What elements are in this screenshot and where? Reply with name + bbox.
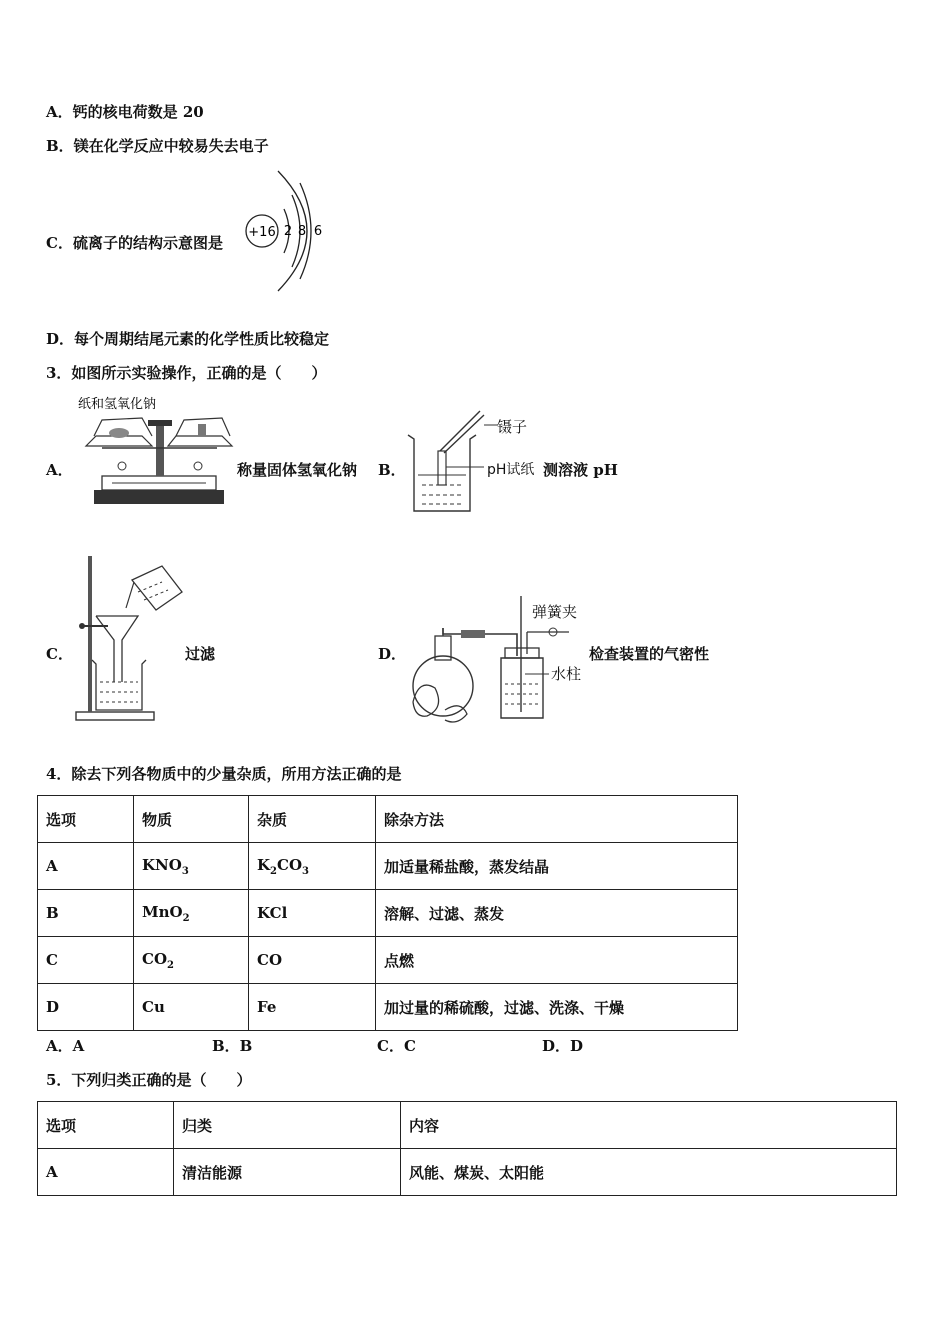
table-cell: 点燃 — [376, 937, 738, 984]
formula-co2: CO — [142, 949, 168, 968]
table-cell: 清洁能源 — [174, 1149, 401, 1196]
table-cell: B — [38, 890, 134, 937]
shell-1-electrons: 2 — [283, 224, 293, 239]
header-cell: 杂质 — [249, 796, 376, 843]
sulfur-ion-structure-diagram — [240, 165, 335, 295]
option-3c-caption: 过滤 — [185, 645, 216, 663]
table-cell: $KNO_3$ — [134, 843, 249, 890]
option-3c-label: C． — [46, 645, 73, 663]
tweezers-label: 镊子 — [497, 418, 528, 436]
option-2d: D．每个周期结尾元素的化学性质比较稳定 — [46, 330, 330, 348]
water-column-label: 水柱 — [551, 665, 582, 683]
answer-choice-d: D．D — [542, 1037, 584, 1055]
question-3-stem: 3．如图所示实验操作，正确的是（ ） — [46, 364, 327, 382]
table-cell: MnO$_2$ — [134, 890, 249, 937]
table-cell: Fe — [249, 984, 376, 1031]
ph-paper-label: pH试纸 — [487, 462, 535, 478]
option-3d-caption: 检查装置的气密性 — [589, 645, 710, 663]
table-cell: D — [38, 984, 134, 1031]
table-row — [38, 843, 738, 890]
table-cell: A — [38, 843, 134, 890]
option-3a-caption: 称量固体氢氧化钠 — [237, 461, 358, 479]
question-5-stem: 5．下列归类正确的是（ ） — [46, 1071, 252, 1089]
table-cell: $CO_2$ — [134, 937, 249, 984]
option-2a: A．钙的核电荷数是 20 — [46, 103, 204, 121]
balance-figure — [72, 390, 237, 515]
table-cell: 加适量稀盐酸，蒸发结晶 — [376, 843, 738, 890]
option-3b-caption: 测溶液 pH — [543, 461, 618, 479]
table-cell: C — [38, 937, 134, 984]
table-cell: 风能、煤炭、太阳能 — [401, 1149, 897, 1196]
shell-2-electrons: 8 — [297, 224, 307, 239]
table-row — [38, 984, 738, 1031]
answer-choice-a: A．A — [46, 1037, 85, 1055]
table-row — [38, 937, 738, 984]
formula-k2co3: K — [257, 855, 271, 874]
table-cell: 溶解、过滤、蒸发 — [376, 890, 738, 937]
table-cell: CO — [249, 937, 376, 984]
option-2c: C．硫离子的结构示意图是 — [46, 234, 223, 252]
table-cell: $K_2CO_3$ — [249, 843, 376, 890]
balance-label-text: 纸和氢氧化钠 — [78, 397, 157, 412]
option-2b: B．镁在化学反应中较易失去电子 — [46, 137, 269, 155]
table-cell: KCl — [249, 890, 376, 937]
table-cell: A — [38, 1149, 174, 1196]
question-5-table — [37, 1101, 897, 1196]
table-header-row — [38, 1102, 897, 1149]
option-3b-label: B． — [378, 461, 406, 479]
formula-kno3: KNO — [142, 855, 182, 874]
formula-mno2: MnO — [142, 902, 183, 921]
header-cell: 选项 — [38, 1102, 174, 1149]
spring-clip-label: 弹簧夹 — [532, 603, 578, 621]
header-cell: 除杂方法 — [376, 796, 738, 843]
table-row — [38, 890, 738, 937]
filtration-figure — [72, 552, 192, 724]
question-4-table — [37, 795, 738, 1031]
option-3d-label: D． — [378, 645, 407, 663]
answer-choice-b: B．B — [212, 1037, 253, 1055]
table-header-row — [38, 796, 738, 843]
header-cell: 内容 — [401, 1102, 897, 1149]
header-cell: 归类 — [174, 1102, 401, 1149]
option-3a-label: A． — [46, 461, 73, 479]
header-cell: 物质 — [134, 796, 249, 843]
header-cell: 选项 — [38, 796, 134, 843]
table-cell: 加过量的稀硫酸，过滤、洗涤、干燥 — [376, 984, 738, 1031]
table-cell: Cu — [134, 984, 249, 1031]
shell-3-electrons: 6 — [313, 224, 323, 239]
table-row — [38, 1149, 897, 1196]
nucleus-charge: +16 — [248, 225, 276, 240]
question-4-stem: 4．除去下列各物质中的少量杂质，所用方法正确的是 — [46, 765, 402, 783]
answer-choice-c: C．C — [377, 1037, 416, 1055]
